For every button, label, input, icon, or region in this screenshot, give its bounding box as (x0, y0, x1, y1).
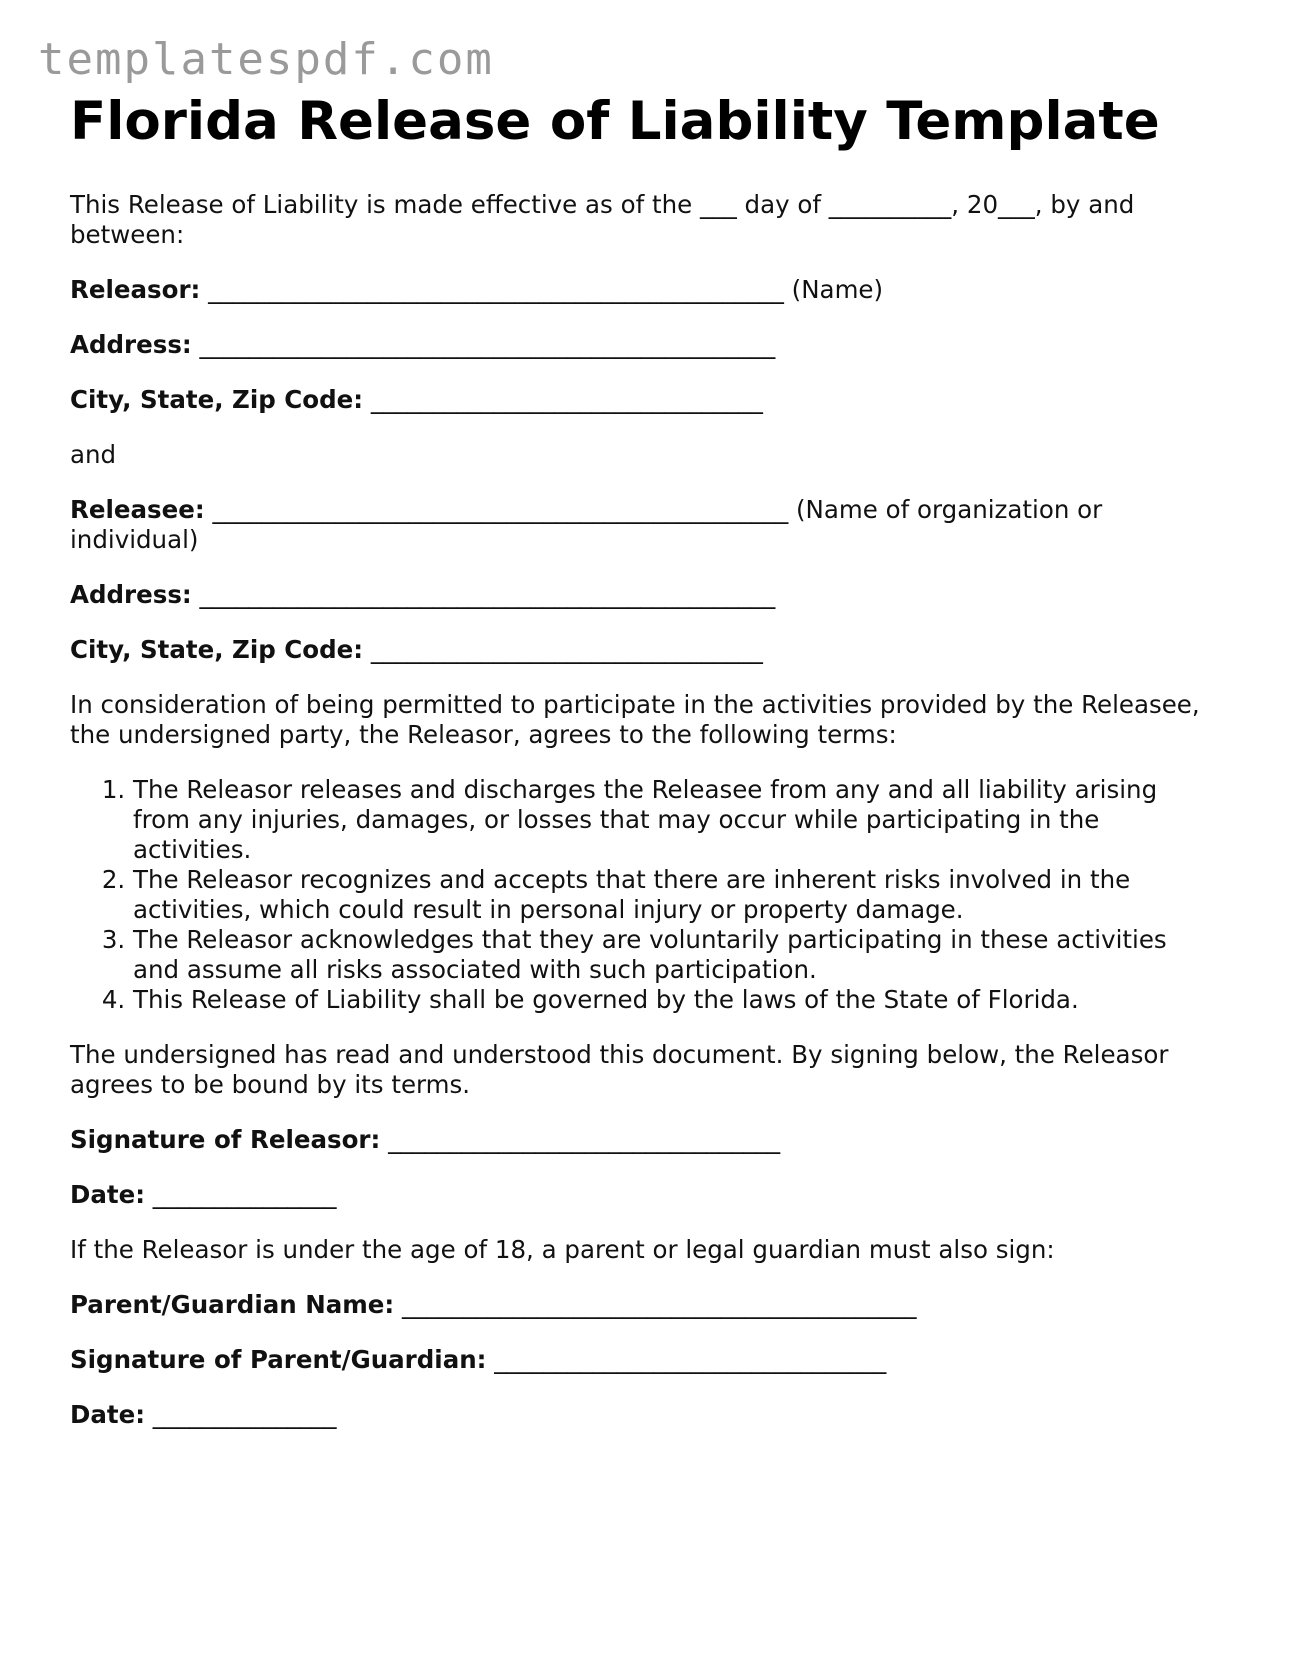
acknowledgement-paragraph: The undersigned has read and understood this document. By signing below, the Releasor agrees to be bound by its terms. (70, 1040, 1169, 1099)
guardian-signature-field (70, 1345, 1210, 1375)
and-text: and (70, 440, 117, 469)
list-item: 4. This Release of Liability shall be governed by the laws of the State of Florida. (133, 985, 1210, 1015)
watermark: templatespdf.com (38, 34, 494, 85)
releasor-address-field (70, 330, 1210, 360)
list-item: 3. The Releasor acknowledges that they are voluntarily participating in these activities and assume all risks associated with such participation. (133, 925, 1210, 985)
releasee-name-label: Releasee: (70, 495, 205, 524)
releasor-name-field (70, 275, 1210, 305)
page-title: Florida Release of Liability Template (70, 91, 1160, 152)
guardian-name-field (70, 1290, 1210, 1320)
releasor-address-line[interactable]: _______________________________________________ (199, 330, 776, 359)
releasor-name-line[interactable]: _______________________________________________ (208, 275, 784, 304)
releasor-city-label: City, State, Zip Code: (70, 385, 364, 414)
terms-list (70, 775, 1210, 1015)
guardian-name-line[interactable]: __________________________________________ (402, 1290, 917, 1319)
list-item: 1. The Releasor releases and discharges the Releasee from any and all liability arising from any injuries, damages, or losses that may occur while participating in the activities. (133, 775, 1210, 865)
releasee-address-line[interactable]: _______________________________________________ (199, 580, 776, 609)
releasee-address-field (70, 580, 1210, 610)
releasor-city-field (70, 385, 1210, 415)
releasee-city-field (70, 635, 1210, 665)
minor-note: If the Releasor is under the age of 18, a parent or legal guardian must also sign: (70, 1235, 1055, 1264)
guardian-date-label: Date: (70, 1400, 145, 1429)
releasee-city-line[interactable]: ________________________________ (370, 635, 763, 664)
document-page (70, 90, 1210, 1455)
releasor-signature-field (70, 1125, 1210, 1155)
guardian-date-field (70, 1400, 1210, 1430)
guardian-signature-line[interactable]: ________________________________ (494, 1345, 887, 1374)
releasor-address-label: Address: (70, 330, 192, 359)
releasee-city-label: City, State, Zip Code: (70, 635, 364, 664)
releasor-signature-label: Signature of Releasor: (70, 1125, 381, 1154)
releasor-city-line[interactable]: ________________________________ (370, 385, 763, 414)
releasor-date-label: Date: (70, 1180, 145, 1209)
releasor-date-field (70, 1180, 1210, 1210)
releasee-address-label: Address: (70, 580, 192, 609)
guardian-name-label: Parent/Guardian Name: (70, 1290, 395, 1319)
releasee-name-field (70, 495, 1210, 555)
releasor-name-label: Releasor: (70, 275, 201, 304)
releasor-name-hint: (Name) (791, 275, 884, 304)
releasor-signature-line[interactable]: ________________________________ (388, 1125, 781, 1154)
list-item: 2. The Releasor recognizes and accepts that there are inherent risks involved in the activities, which could result in personal injury or property damage. (133, 865, 1210, 925)
releasee-name-hint: (Name of organization or individual) (70, 495, 1103, 554)
consideration-paragraph: In consideration of being permitted to participate in the activities provided by the Releasee, the undersigned party, the Releasor, agrees to the following terms: (70, 690, 1200, 749)
releasee-name-line[interactable]: _______________________________________________ (212, 495, 789, 524)
guardian-date-line[interactable]: _______________ (152, 1400, 337, 1429)
intro-paragraph: This Release of Liability is made effective as of the ___ day of __________, 20___, by and between: (70, 190, 1135, 249)
guardian-signature-label: Signature of Parent/Guardian: (70, 1345, 487, 1374)
releasor-date-line[interactable]: _______________ (152, 1180, 337, 1209)
